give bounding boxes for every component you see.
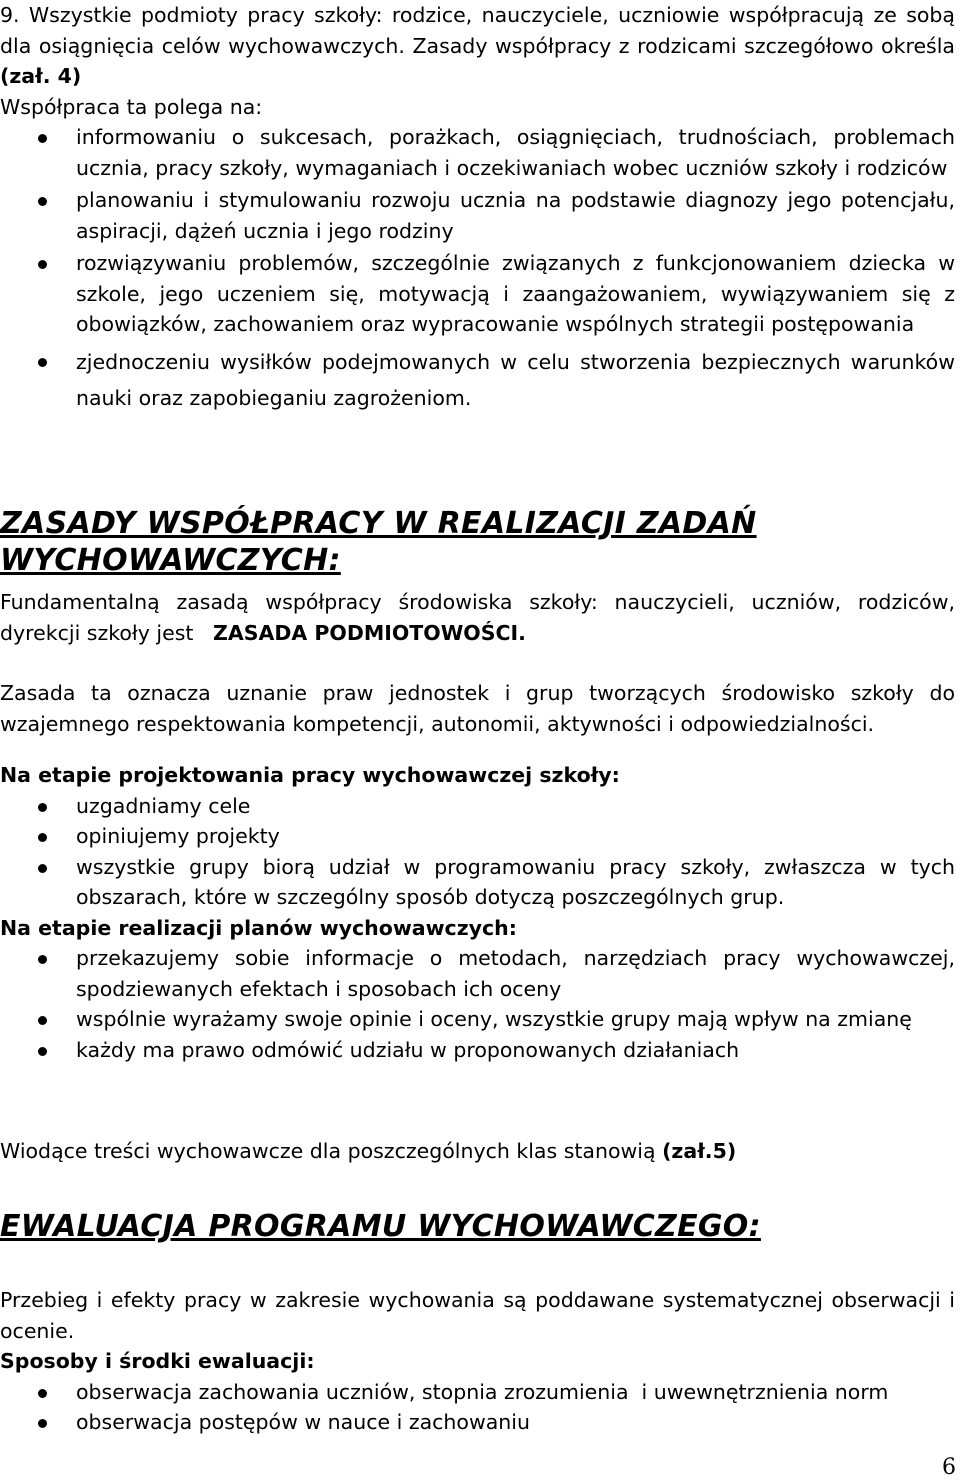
- zasady-paragraph-2: [0, 678, 955, 739]
- tresci-text: Wiodące treści wychowawcze dla poszczególnych klas stanowią: [0, 1139, 656, 1163]
- realizacja-list: [0, 943, 955, 1065]
- projektowanie-heading: Na etapie projektowania pracy wychowawczej szkoły:: [0, 763, 620, 787]
- projektowanie-list: [0, 791, 955, 913]
- list-item: [0, 791, 955, 822]
- bullet-icon: [38, 1419, 47, 1428]
- bullet-icon: [38, 803, 47, 812]
- zasada-podmiotowosci: ZASADA PODMIOTOWOŚCI.: [212, 620, 526, 645]
- ewaluacja-paragraph: Przebieg i efekty pracy w zakresie wychowania są poddawane systematycznej obserwacji i ocenie.: [0, 1288, 955, 1343]
- attachment-ref-4: (zał. 4): [0, 64, 82, 88]
- list-item-text: wszystkie grupy biorą udział w programowaniu pracy szkoły, zwłaszcza w tych obszarach, które w szczególny sposób dotyczą poszczególnych grup.: [76, 854, 955, 909]
- projektowanie-section: [0, 760, 955, 1065]
- ewaluacja-list: [0, 1377, 955, 1438]
- bullet-icon: [38, 1389, 47, 1398]
- bullet-icon: [38, 197, 47, 206]
- attachment-ref-5: (zał.5): [662, 1139, 737, 1163]
- list-item-text: uzgadniamy cele: [76, 793, 251, 818]
- list-item-text: wspólnie wyrażamy swoje opinie i oceny, wszystkie grupy mają wpływ na zmianę: [76, 1007, 912, 1031]
- list-item: [0, 852, 955, 913]
- list-item: [0, 821, 955, 852]
- zasady-heading: [0, 505, 757, 579]
- cooperation-list: [0, 122, 955, 416]
- zasady-paragraph-1: [0, 587, 955, 648]
- list-item: [0, 1035, 955, 1066]
- ewaluacja-heading-text: EWALUACJA PROGRAMU WYCHOWAWCZEGO:: [0, 1209, 761, 1244]
- bullet-icon: [38, 358, 47, 367]
- list-item: [0, 1407, 955, 1438]
- section-9-lead: Współpraca ta polega na:: [0, 94, 263, 119]
- zasady-paragraph-1-text: Fundamentalną zasadą współpracy środowiska szkoły: nauczycieli, uczniów, rodziców, dyrekcji szkoły jest: [0, 590, 955, 645]
- list-item-text: przekazujemy sobie informacje o metodach, narzędziach pracy wychowawczej, spodziewanych efektach i sposobach ich oceny: [76, 946, 955, 1001]
- list-item: [0, 1004, 955, 1035]
- list-item: [0, 1377, 955, 1408]
- zasady-paragraph-2-text: Zasada ta oznacza uznanie praw jednostek i grup tworzących środowisko szkoły do wzajemnego respektowania kompetencji, autonomii, aktywności i odpowiedzialności.: [0, 681, 955, 736]
- section-9: [0, 0, 955, 416]
- bullet-icon: [38, 1016, 47, 1025]
- zasady-heading-line-2: WYCHOWAWCZYCH:: [0, 543, 341, 578]
- ewaluacja-heading: [0, 1208, 761, 1245]
- bullet-icon: [38, 833, 47, 842]
- tresci-paragraph: [0, 1136, 955, 1167]
- page-number: 6: [942, 1455, 956, 1480]
- list-item-text: obserwacja postępów w nauce i zachowaniu: [76, 1410, 530, 1434]
- sposoby-heading: Sposoby i środki ewaluacji:: [0, 1349, 315, 1373]
- list-item: [0, 943, 955, 1004]
- bullet-icon: [38, 1047, 47, 1056]
- list-item-text: obserwacja zachowania uczniów, stopnia zrozumienia i uwewnętrznienia norm: [76, 1379, 889, 1404]
- list-item-text: zjednoczeniu wysiłków podejmowanych w celu stworzenia bezpiecznych warunków nauki oraz zapobieganiu zagrożeniom.: [76, 349, 955, 410]
- list-item-text: rozwiązywaniu problemów, szczególnie związanych z funkcjonowaniem dziecka w szkole, jego uczeniem się, motywacją i zaangażowaniem, wywiązywaniem się z obowiązków, zachowaniem oraz wypracowanie wspólnych strategii postępowania: [76, 251, 955, 336]
- zasady-heading-line-1: ZASADY WSPÓŁPRACY W REALIZACJI ZADAŃ: [0, 506, 757, 541]
- bullet-icon: [38, 864, 47, 873]
- list-item-text: każdy ma prawo odmówić udziału w proponowanych działaniach: [76, 1037, 740, 1062]
- bullet-icon: [38, 260, 47, 269]
- realizacja-heading: Na etapie realizacji planów wychowawczych:: [0, 915, 517, 940]
- ewaluacja-section: [0, 1285, 955, 1438]
- list-item: [0, 185, 955, 246]
- list-item: [0, 122, 955, 183]
- section-9-text: 9. Wszystkie podmioty pracy szkoły: rodzice, nauczyciele, uczniowie współpracują ze sobą dla osiągnięcia celów wychowawczych. Zasady współpracy z rodzicami szczegółowo określa: [0, 3, 955, 58]
- list-item: [0, 344, 955, 416]
- list-item: [0, 248, 955, 340]
- bullet-icon: [38, 955, 47, 964]
- list-item-text: informowaniu o sukcesach, porażkach, osiągnięciach, trudnościach, problemach ucznia, pracy szkoły, wymaganiach i oczekiwaniach wobec uczniów szkoły i rodziców: [76, 125, 955, 180]
- bullet-icon: [38, 134, 47, 143]
- list-item-text: planowaniu i stymulowaniu rozwoju ucznia na podstawie diagnozy jego potencjału, aspiracji, dążeń ucznia i jego rodziny: [76, 188, 955, 243]
- list-item-text: opiniujemy projekty: [76, 824, 280, 848]
- section-9-paragraph: [0, 0, 955, 92]
